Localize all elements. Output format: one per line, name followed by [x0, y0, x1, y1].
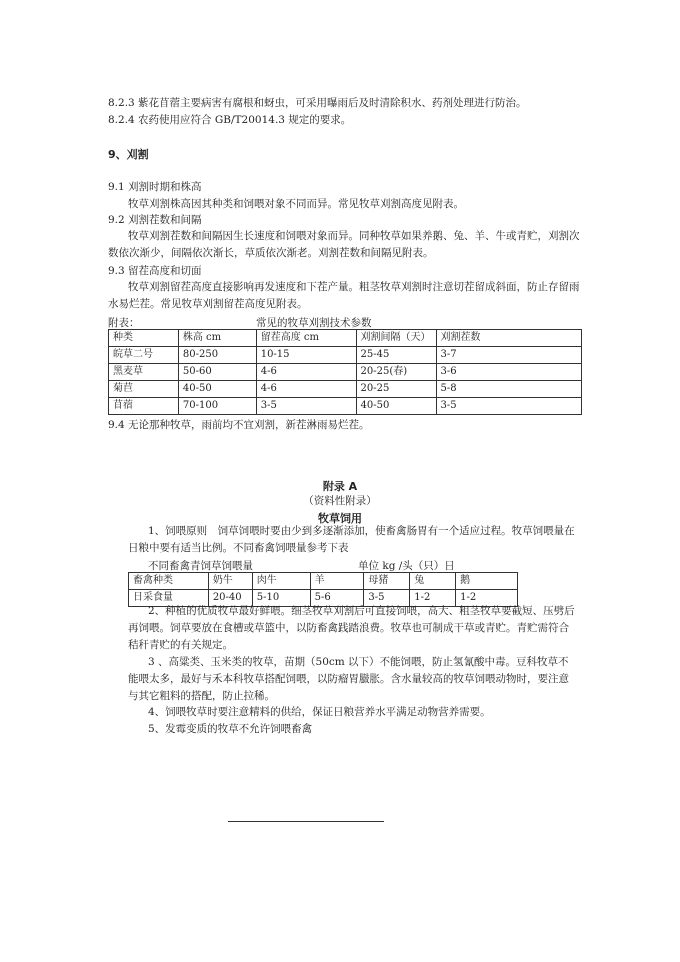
table-cell: 70-100	[178, 398, 256, 415]
table-header-cell: 奶牛	[208, 573, 252, 590]
appendix-para-2: 2、种植的优质牧草最好鲜喂。细茎牧草刈割后可直接饲喂，高大、粗茎牧草要截短、压劈后再饲喂。饲草要放在食槽或草篮中，以防畜禽践踏浪费。牧草也可制成干草或青贮。青贮需符合秸秆青贮的有关规定。	[128, 605, 575, 651]
table-header-cell: 刈割间隔（天）	[356, 330, 436, 347]
clause-9-1-body: 牧草刈割株高因其种类和饲喂对象不同而异。常见牧草刈割高度见附表。	[128, 198, 464, 210]
table-cell: 皖草二号	[109, 347, 179, 364]
feeding-amount-table	[128, 572, 518, 607]
table-row	[109, 381, 582, 398]
section-9-heading: 9、刈割	[108, 148, 149, 161]
table-cell: 50-60	[178, 364, 256, 381]
table-header-cell: 鹅	[456, 573, 518, 590]
table-header-row	[129, 573, 518, 590]
mowing-parameters-table	[108, 329, 582, 415]
table-cell: 1-2	[410, 590, 456, 607]
table-cell: 10-15	[256, 347, 356, 364]
table-cell: 菊苣	[109, 381, 179, 398]
clause-9-2-body: 牧草刈割茬数和间隔因生长速度和饲喂对象而异。同种牧草如果养鹅、兔、羊、牛或青贮，刈割次数依次渐少，间隔依次渐长，草质依次渐老。刈割茬数和间隔见附表。	[108, 230, 580, 259]
table-cell: 5-8	[436, 381, 582, 398]
table-header-cell: 母猪	[364, 573, 410, 590]
table-cell: 1-2	[456, 590, 518, 607]
table-cell: 3-5	[436, 398, 582, 415]
table-cell: 3-5	[364, 590, 410, 607]
table-row	[109, 398, 582, 415]
table-header-cell: 畜禽种类	[129, 573, 209, 590]
table-cell: 25-45	[356, 347, 436, 364]
table-cell: 80-250	[178, 347, 256, 364]
table2-caption: 不同畜禽青饲草饲喂量	[148, 560, 253, 572]
table-cell: 苜蓿	[109, 398, 179, 415]
table-cell: 20-25	[356, 381, 436, 398]
table-cell: 日采食量	[129, 590, 209, 607]
table-cell: 40-50	[356, 398, 436, 415]
footnote-divider	[228, 821, 384, 822]
table-header-cell: 株高 cm	[178, 330, 256, 347]
table1-caption: 常见的牧草刈割技术参数	[256, 317, 372, 329]
clause-9-3-title: 9.3 留茬高度和切面	[108, 265, 202, 277]
table-header-row	[109, 330, 582, 347]
appendix-heading: 牧草饲用	[318, 512, 362, 525]
clause-8-2-3: 8.2.3 紫花苜蓿主要病害有腐根和蚜虫，可采用曝雨后及时清除积水、药剂处理进行防治。	[108, 97, 527, 109]
table-header-cell: 羊	[310, 573, 364, 590]
table-header-cell: 肉牛	[252, 573, 310, 590]
clause-9-1-title: 9.1 刈割时期和株高	[108, 181, 202, 193]
appendix-para-3: 3 、高粱类、玉米类的牧草，苗期（50cm 以下）不能饲喂，防止氢氰酸中毒。豆科牧草不能喂太多，最好与禾本科牧草搭配饲喂，以防瘤胃臌胀。含水量较高的牧草饲喂动物时，要注意与其它粗料的搭配，防止拉稀。	[128, 656, 569, 702]
appendix-para-4: 4、饲喂牧草时要注意精料的供给，保证日粮营养水平满足动物营养需要。	[148, 706, 491, 718]
clause-8-2-4: 8.2.4 农药使用应符合 GB/T20014.3 规定的要求。	[108, 114, 352, 126]
table-cell: 黑麦草	[109, 364, 179, 381]
table-cell: 4-6	[256, 381, 356, 398]
table-cell: 5-10	[252, 590, 310, 607]
table-header-cell: 留茬高度 cm	[256, 330, 356, 347]
clause-9-2-title: 9.2 刈割茬数和间隔	[108, 214, 202, 226]
appendix-subtitle: （资料性附录）	[303, 495, 377, 507]
table-cell: 5-6	[310, 590, 364, 607]
table-cell: 20-25(春)	[356, 364, 436, 381]
clause-9-4: 9.4 无论那种牧草，雨前均不宜刈割，新茬淋雨易烂茬。	[108, 419, 370, 431]
clause-9-3-body: 牧草刈割留茬高度直接影响再发速度和下茬产量。粗茎牧草刈割时注意切茬留成斜面，防止存留雨水易烂茬。常见牧草刈割留茬高度见附表。	[108, 281, 580, 310]
table-header-cell: 种类	[109, 330, 179, 347]
table-row	[109, 347, 582, 364]
appendix-title: 附录 A	[322, 480, 358, 493]
table-cell: 20-40	[208, 590, 252, 607]
table-cell: 3-7	[436, 347, 582, 364]
table-cell: 3-6	[436, 364, 582, 381]
appendix-para-1: 1、饲喂原则 饲草饲喂时要由少到多逐渐添加，使畜禽肠胃有一个适应过程。牧草饲喂量在日粮中要有适当比例。不同畜禽饲喂量参考下表	[128, 525, 575, 554]
table1-label: 附表：	[108, 317, 140, 329]
appendix-para-5: 5、发霉变质的牧草不允许饲喂畜禽	[148, 723, 313, 735]
table-header-cell: 兔	[410, 573, 456, 590]
table-header-cell: 刈割茬数	[436, 330, 582, 347]
table-row	[109, 364, 582, 381]
table2-unit: 单位 kg /头（只）日	[358, 560, 455, 572]
table-cell: 4-6	[256, 364, 356, 381]
table-cell: 40-50	[178, 381, 256, 398]
table-cell: 3-5	[256, 398, 356, 415]
